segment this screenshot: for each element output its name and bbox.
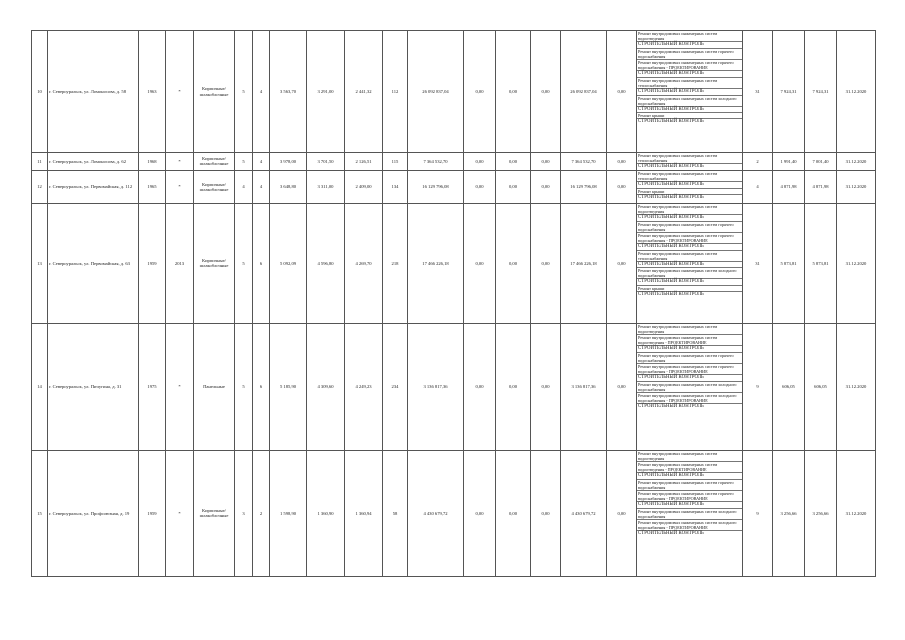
residents-cell: 115 <box>383 153 408 171</box>
wall-material-cell: Кирпичные/шлакоблочные <box>194 153 235 171</box>
deadline-cell: 31.12.2020 <box>837 153 876 171</box>
work-item: СТРОИТЕЛЬНЫЙ КОНТРОЛЬ <box>637 215 742 222</box>
work-item: Ремонт внутридомовых инженерных систем горячего водоснабжения <box>637 222 742 233</box>
floors-cell: 5 <box>235 323 253 450</box>
row-number: 13 <box>32 203 48 323</box>
fund-owners-cell: 7 364 532,70 <box>561 153 607 171</box>
fund-federal-cell: 0,00 <box>464 323 496 450</box>
fund-regional-cell: 0,00 <box>496 170 531 203</box>
row-number: 10 <box>32 31 48 153</box>
fund-federal-cell: 0,00 <box>464 153 496 171</box>
cost-total-cell: 7 364 532,70 <box>408 153 464 171</box>
fund-municipal-cell: 0,00 <box>531 203 561 323</box>
work-item: Ремонт внутридомовых инженерных систем горячего водоснабжения <box>637 49 742 60</box>
work-item: Ремонт внутридомовых инженерных систем водоотведения <box>637 324 742 335</box>
unit-cost-cell: 5 873,81 <box>773 203 805 323</box>
year-built-cell: 1959 <box>139 450 166 576</box>
fund-federal-cell: 0,00 <box>464 31 496 153</box>
work-item: Ремонт внутридомовых инженерных систем холодного водоснабжения <box>637 96 742 107</box>
wall-material-cell: Кирпичные/шлакоблочные <box>194 31 235 153</box>
work-item: Ремонт внутридомовых инженерных систем водоотведения <box>637 451 742 462</box>
wall-material-cell: Кирпичные/шлакоблочные <box>194 203 235 323</box>
works-list-cell <box>637 31 743 153</box>
work-item: СТРОИТЕЛЬНЫЙ КОНТРОЛЬ <box>638 530 704 536</box>
months-cell: 9 <box>743 323 773 450</box>
overhaul-register-table <box>31 30 876 577</box>
area-residential-cell: 4 269,70 <box>345 203 383 323</box>
fund-owners-cell: 17 466 226,18 <box>561 203 607 323</box>
fund-municipal-cell: 0,00 <box>531 323 561 450</box>
cost-total-cell: 17 466 226,18 <box>408 203 464 323</box>
residents-cell: 218 <box>383 203 408 323</box>
area-residential-cell: 2 441,32 <box>345 31 383 153</box>
work-item: Ремонт внутридомовых инженерных систем горячего водоснабжения - ПРОЕКТИРОВАНИЕ <box>637 233 742 244</box>
area-living-cell: 4 596,80 <box>307 203 345 323</box>
fund-municipal-cell: 0,00 <box>531 31 561 153</box>
cost-total-cell: 4 430 679,72 <box>408 450 464 576</box>
fund-regional-cell: 0,00 <box>496 323 531 450</box>
work-item: СТРОИТЕЛЬНЫЙ КОНТРОЛЬ <box>637 375 742 382</box>
work-item: СТРОИТЕЛЬНЫЙ КОНТРОЛЬ <box>638 164 704 170</box>
entrances-cell: 4 <box>253 31 270 153</box>
work-item: Ремонт внутридомовых инженерных систем теплоснабжения <box>637 251 742 262</box>
cost-total-cell: 26 092 837,04 <box>408 31 464 153</box>
table-row <box>32 323 876 450</box>
fund-municipal-cell: 0,00 <box>531 450 561 576</box>
months-cell: 31 <box>743 203 773 323</box>
fund-regional-cell: 0,00 <box>496 450 531 576</box>
residents-cell: 134 <box>383 170 408 203</box>
limit-cost-cell: 7 924,31 <box>805 31 837 153</box>
work-item: СТРОИТЕЛЬНЫЙ КОНТРОЛЬ <box>637 244 742 251</box>
fund-other-cell: 0,00 <box>607 323 637 450</box>
deadline-cell: 31.12.2020 <box>837 323 876 450</box>
table-row <box>32 153 876 171</box>
fund-regional-cell: 0,00 <box>496 31 531 153</box>
works-list-cell <box>637 203 743 323</box>
year-overhaul-cell: * <box>166 170 194 203</box>
area-total-cell: 3 563,70 <box>270 31 307 153</box>
address-cell: г. Североуральск, ул. Ломоносова, д. 58 <box>48 31 139 153</box>
work-item: Ремонт внутридомовых инженерных систем теплоснабжения <box>637 78 742 89</box>
area-residential-cell: 1 360,94 <box>345 450 383 576</box>
entrances-cell: 4 <box>253 153 270 171</box>
year-overhaul-cell: * <box>166 323 194 450</box>
work-item: СТРОИТЕЛЬНЫЙ КОНТРОЛЬ <box>637 89 742 96</box>
cost-total-cell: 16 129 796,08 <box>408 170 464 203</box>
works-list-cell <box>637 170 743 203</box>
work-item: СТРОИТЕЛЬНЫЙ КОНТРОЛЬ <box>637 71 742 78</box>
year-built-cell: 1959 <box>139 203 166 323</box>
work-item: Ремонт крыши <box>637 189 742 195</box>
fund-other-cell: 0,00 <box>607 31 637 153</box>
fund-regional-cell: 0,00 <box>496 153 531 171</box>
work-item: Ремонт внутридомовых инженерных систем водоотведения <box>637 31 742 42</box>
table-row <box>32 170 876 203</box>
row-number: 12 <box>32 170 48 203</box>
fund-owners-cell: 26 092 837,04 <box>561 31 607 153</box>
work-item: Ремонт внутридомовых инженерных систем горячего водоснабжения <box>637 480 742 491</box>
area-living-cell: 3 701,50 <box>307 153 345 171</box>
year-built-cell: 1975 <box>139 323 166 450</box>
work-item: Ремонт внутридомовых инженерных систем теплоснабжения <box>637 171 742 182</box>
area-residential-cell: 2 126,51 <box>345 153 383 171</box>
floors-cell: 4 <box>235 170 253 203</box>
area-residential-cell: 2 409,00 <box>345 170 383 203</box>
work-item: Ремонт внутридомовых инженерных систем горячего водоснабжения - ПРОЕКТИРОВАНИЕ <box>637 60 742 71</box>
work-item: СТРОИТЕЛЬНЫЙ КОНТРОЛЬ <box>637 473 742 480</box>
fund-regional-cell: 0,00 <box>496 203 531 323</box>
fund-federal-cell: 0,00 <box>464 203 496 323</box>
entrances-cell: 6 <box>253 203 270 323</box>
floors-cell: 5 <box>235 203 253 323</box>
works-list-cell <box>637 153 743 171</box>
entrances-cell: 6 <box>253 323 270 450</box>
table-row <box>32 31 876 153</box>
row-number: 15 <box>32 450 48 576</box>
limit-cost-cell: 5 873,81 <box>805 203 837 323</box>
area-residential-cell: 4 249,23 <box>345 323 383 450</box>
floors-cell: 5 <box>235 31 253 153</box>
work-item: СТРОИТЕЛЬНЫЙ КОНТРОЛЬ <box>637 346 742 353</box>
work-item: Ремонт крыши <box>637 286 742 292</box>
deadline-cell: 31.12.2020 <box>837 31 876 153</box>
work-item: Ремонт внутридомовых инженерных систем горячего водоснабжения - ПРОЕКТИРОВАНИЕ <box>637 491 742 502</box>
deadline-cell: 31.12.2020 <box>837 203 876 323</box>
work-item: СТРОИТЕЛЬНЫЙ КОНТРОЛЬ <box>637 42 742 49</box>
work-item: СТРОИТЕЛЬНЫЙ КОНТРОЛЬ <box>637 182 742 189</box>
fund-owners-cell: 16 129 796,08 <box>561 170 607 203</box>
fund-municipal-cell: 0,00 <box>531 170 561 203</box>
residents-cell: 58 <box>383 450 408 576</box>
address-cell: г. Североуральск, ул. Пичугина, д. 31 <box>48 323 139 450</box>
year-built-cell: 1968 <box>139 153 166 171</box>
months-cell: 9 <box>743 450 773 576</box>
wall-material-cell: Панельные <box>194 323 235 450</box>
work-item: Ремонт внутридомовых инженерных систем холодного водоснабжения <box>637 268 742 279</box>
area-total-cell: 3 978,00 <box>270 153 307 171</box>
area-total-cell: 5 092,09 <box>270 203 307 323</box>
work-item: Ремонт внутридомовых инженерных систем водоотведения - ПРОЕКТИРОВАНИЕ <box>637 462 742 473</box>
entrances-cell: 4 <box>253 170 270 203</box>
work-item: Ремонт внутридомовых инженерных систем холодного водоснабжения <box>637 382 742 393</box>
fund-owners-cell: 4 430 679,72 <box>561 450 607 576</box>
limit-cost-cell: 3 256,66 <box>805 450 837 576</box>
work-item: СТРОИТЕЛЬНЫЙ КОНТРОЛЬ <box>637 502 742 509</box>
fund-other-cell: 0,00 <box>607 450 637 576</box>
work-item: СТРОИТЕЛЬНЫЙ КОНТРОЛЬ <box>637 279 742 286</box>
limit-cost-cell: 7 001,40 <box>805 153 837 171</box>
limit-cost-cell: 606,05 <box>805 323 837 450</box>
year-overhaul-cell: * <box>166 153 194 171</box>
fund-other-cell: 0,00 <box>607 170 637 203</box>
fund-federal-cell: 0,00 <box>464 450 496 576</box>
work-item: Ремонт внутридомовых инженерных систем горячего водоснабжения <box>637 353 742 364</box>
address-cell: г. Североуральск, ул. Ломоносова, д. 62 <box>48 153 139 171</box>
row-number: 11 <box>32 153 48 171</box>
unit-cost-cell: 1 991,40 <box>773 153 805 171</box>
entrances-cell: 2 <box>253 450 270 576</box>
area-total-cell: 1 598,90 <box>270 450 307 576</box>
year-built-cell: 1965 <box>139 170 166 203</box>
work-item: Ремонт внутридомовых инженерных систем холодного водоснабжения - ПРОЕКТИРОВАНИЕ <box>637 393 742 404</box>
work-item: СТРОИТЕЛЬНЫЙ КОНТРОЛЬ <box>637 262 742 269</box>
works-list-cell <box>637 450 743 576</box>
work-item: Ремонт внутридомовых инженерных систем холодного водоснабжения <box>637 509 742 520</box>
works-list-cell <box>637 323 743 450</box>
fund-other-cell: 0,00 <box>607 153 637 171</box>
table-row <box>32 203 876 323</box>
fund-other-cell: 0,00 <box>607 203 637 323</box>
year-overhaul-cell: 2013 <box>166 203 194 323</box>
fund-federal-cell: 0,00 <box>464 170 496 203</box>
work-item: Ремонт внутридомовых инженерных систем водоотведения - ПРОЕКТИРОВАНИЕ <box>637 335 742 346</box>
floors-cell: 5 <box>235 153 253 171</box>
cost-total-cell: 3 136 817,36 <box>408 323 464 450</box>
year-overhaul-cell: * <box>166 450 194 576</box>
wall-material-cell: Кирпичные/шлакоблочные <box>194 450 235 576</box>
address-cell: г. Североуральск, ул. Профсоюзная, д. 19 <box>48 450 139 576</box>
unit-cost-cell: 4 871,98 <box>773 170 805 203</box>
fund-municipal-cell: 0,00 <box>531 153 561 171</box>
deadline-cell: 31.12.2020 <box>837 170 876 203</box>
year-built-cell: 1963 <box>139 31 166 153</box>
work-item: СТРОИТЕЛЬНЫЙ КОНТРОЛЬ <box>638 119 704 125</box>
work-item: Ремонт внутридомовых инженерных систем водоотведения <box>637 204 742 215</box>
year-overhaul-cell: * <box>166 31 194 153</box>
months-cell: 2 <box>743 153 773 171</box>
limit-cost-cell: 4 871,98 <box>805 170 837 203</box>
area-total-cell: 5 185,90 <box>270 323 307 450</box>
residents-cell: 234 <box>383 323 408 450</box>
months-cell: 4 <box>743 170 773 203</box>
work-item: Ремонт внутридомовых инженерных систем холодного водоснабжения - ПРОЕКТИРОВАНИЕ <box>637 520 742 531</box>
unit-cost-cell: 7 924,31 <box>773 31 805 153</box>
months-cell: 31 <box>743 31 773 153</box>
work-item: Ремонт внутридомовых инженерных систем теплоснабжения <box>637 153 742 164</box>
work-item: Ремонт внутридомовых инженерных систем горячего водоснабжения - ПРОЕКТИРОВАНИЕ <box>637 364 742 375</box>
row-number: 14 <box>32 323 48 450</box>
fund-owners-cell: 3 136 817,36 <box>561 323 607 450</box>
area-living-cell: 3 311,00 <box>307 170 345 203</box>
address-cell: г. Североуральск, ул. Первомайская, д. 63 <box>48 203 139 323</box>
work-item: СТРОИТЕЛЬНЫЙ КОНТРОЛЬ <box>637 107 742 114</box>
work-item: Ремонт крыши <box>637 113 742 119</box>
unit-cost-cell: 606,05 <box>773 323 805 450</box>
unit-cost-cell: 3 256,66 <box>773 450 805 576</box>
address-cell: г. Североуральск, ул. Первомайская, д. 112 <box>48 170 139 203</box>
area-living-cell: 4 309,60 <box>307 323 345 450</box>
deadline-cell: 31.12.2020 <box>837 450 876 576</box>
work-item: СТРОИТЕЛЬНЫЙ КОНТРОЛЬ <box>638 403 704 409</box>
work-item: СТРОИТЕЛЬНЫЙ КОНТРОЛЬ <box>638 292 704 298</box>
table-row <box>32 450 876 576</box>
area-living-cell: 3 291,00 <box>307 31 345 153</box>
work-item: СТРОИТЕЛЬНЫЙ КОНТРОЛЬ <box>638 194 704 200</box>
area-living-cell: 1 360,90 <box>307 450 345 576</box>
area-total-cell: 3 648,80 <box>270 170 307 203</box>
residents-cell: 112 <box>383 31 408 153</box>
floors-cell: 3 <box>235 450 253 576</box>
wall-material-cell: Кирпичные/шлакоблочные <box>194 170 235 203</box>
